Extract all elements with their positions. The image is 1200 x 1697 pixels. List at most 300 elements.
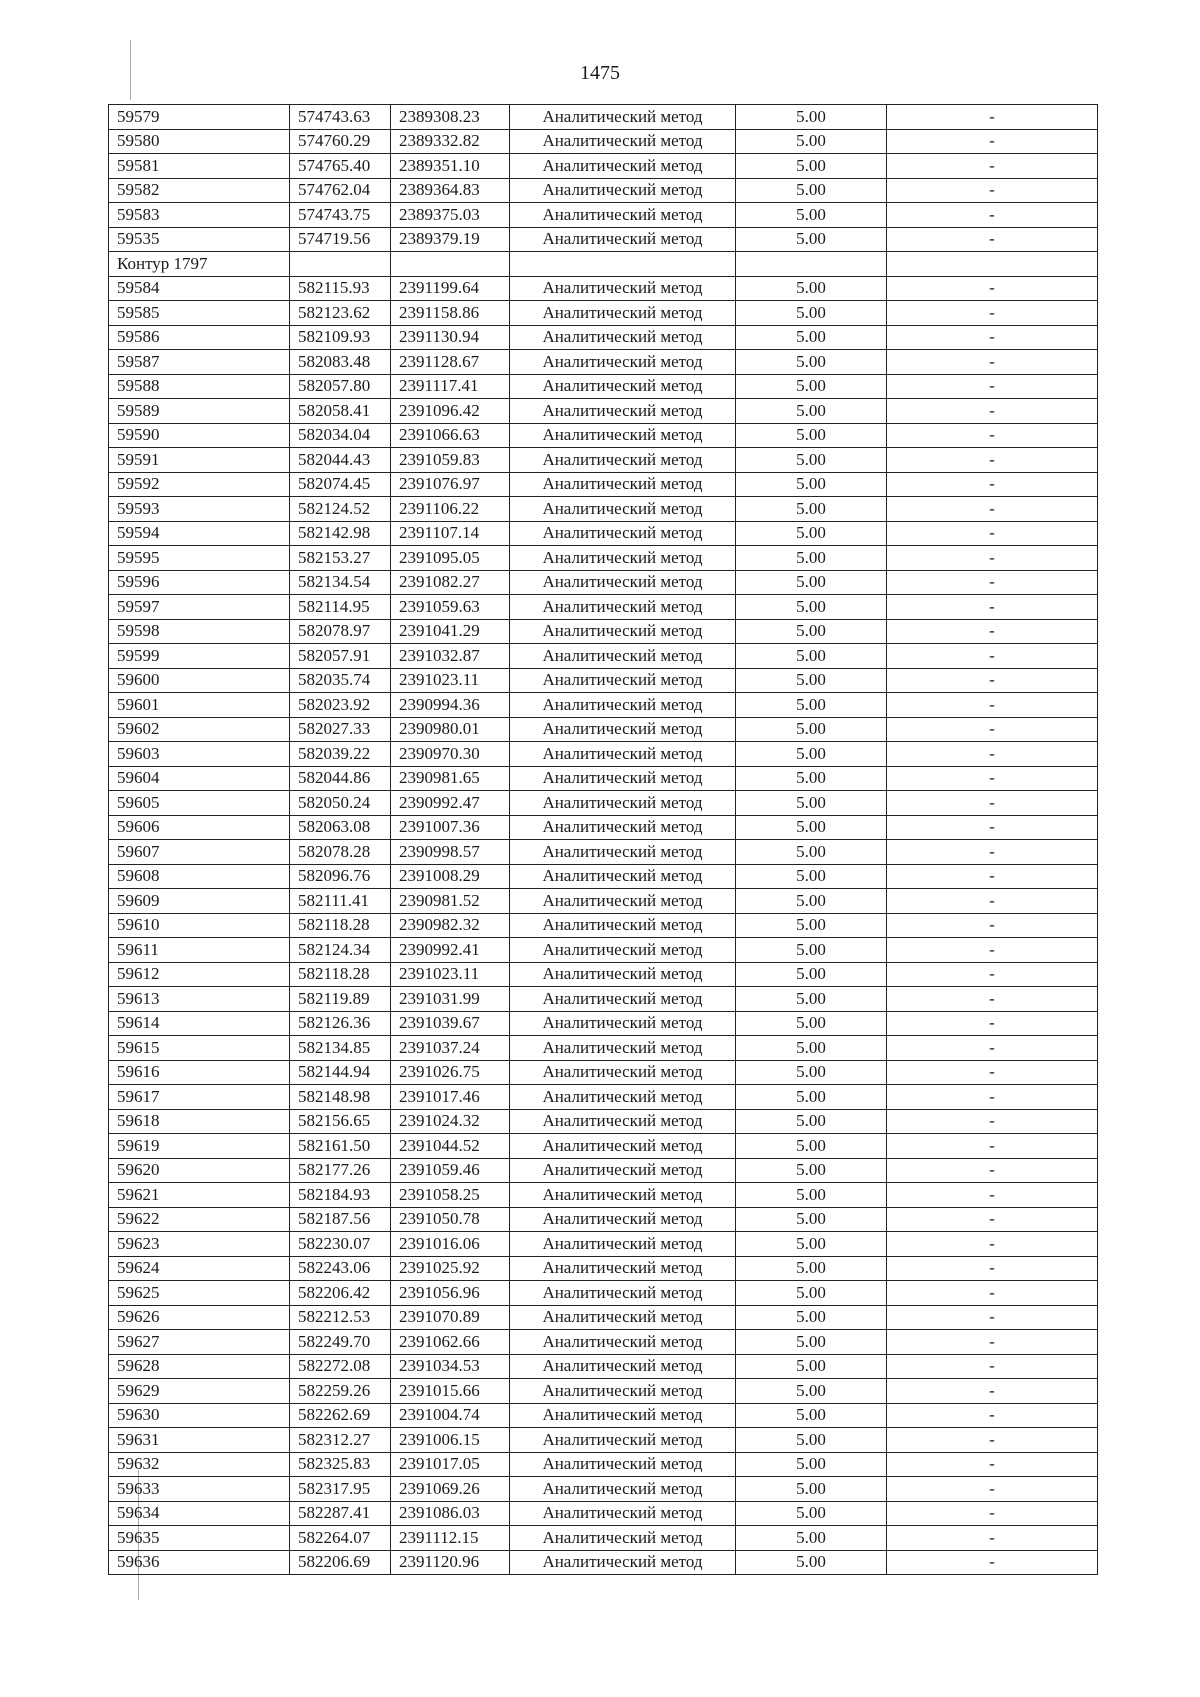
table-row: [109, 448, 1098, 473]
method-cell: Аналитический метод: [510, 1060, 736, 1085]
x-coordinate-cell: 574765.40: [290, 154, 391, 179]
note-cell: -: [887, 154, 1098, 179]
note-cell: -: [887, 129, 1098, 154]
empty-cell: [887, 252, 1098, 277]
y-coordinate-cell: 2391039.67: [391, 1011, 510, 1036]
point-id-cell: 59614: [109, 1011, 290, 1036]
y-coordinate-cell: 2391128.67: [391, 350, 510, 375]
accuracy-cell: 5.00: [736, 1134, 887, 1159]
empty-cell: [290, 252, 391, 277]
y-coordinate-cell: 2391096.42: [391, 399, 510, 424]
empty-cell: [391, 252, 510, 277]
y-coordinate-cell: 2391158.86: [391, 301, 510, 326]
table-row: [109, 374, 1098, 399]
accuracy-cell: 5.00: [736, 1256, 887, 1281]
x-coordinate-cell: 582058.41: [290, 399, 391, 424]
table-row: [109, 595, 1098, 620]
method-cell: Аналитический метод: [510, 668, 736, 693]
note-cell: -: [887, 742, 1098, 767]
y-coordinate-cell: 2391112.15: [391, 1526, 510, 1551]
note-cell: -: [887, 374, 1098, 399]
method-cell: Аналитический метод: [510, 1256, 736, 1281]
note-cell: -: [887, 913, 1098, 938]
x-coordinate-cell: 582109.93: [290, 325, 391, 350]
x-coordinate-cell: 582034.04: [290, 423, 391, 448]
point-id-cell: 59596: [109, 570, 290, 595]
point-id-cell: 59625: [109, 1281, 290, 1306]
table-row: [109, 1085, 1098, 1110]
point-id-cell: 59579: [109, 105, 290, 130]
y-coordinate-cell: 2391037.24: [391, 1036, 510, 1061]
table-row: [109, 154, 1098, 179]
point-id-cell: 59633: [109, 1477, 290, 1502]
note-cell: -: [887, 1085, 1098, 1110]
table-row: [109, 791, 1098, 816]
y-coordinate-cell: 2391130.94: [391, 325, 510, 350]
table-row: [109, 889, 1098, 914]
table-row: [109, 1501, 1098, 1526]
accuracy-cell: 5.00: [736, 1305, 887, 1330]
method-cell: Аналитический метод: [510, 693, 736, 718]
x-coordinate-cell: 582096.76: [290, 864, 391, 889]
x-coordinate-cell: 582078.97: [290, 619, 391, 644]
accuracy-cell: 5.00: [736, 178, 887, 203]
note-cell: -: [887, 1305, 1098, 1330]
y-coordinate-cell: 2391076.97: [391, 472, 510, 497]
table-row: [109, 1354, 1098, 1379]
accuracy-cell: 5.00: [736, 570, 887, 595]
y-coordinate-cell: 2391026.75: [391, 1060, 510, 1085]
note-cell: -: [887, 595, 1098, 620]
note-cell: -: [887, 1550, 1098, 1575]
x-coordinate-cell: 582243.06: [290, 1256, 391, 1281]
point-id-cell: 59597: [109, 595, 290, 620]
accuracy-cell: 5.00: [736, 472, 887, 497]
table-row: [109, 1109, 1098, 1134]
table-row: [109, 766, 1098, 791]
point-id-cell: 59603: [109, 742, 290, 767]
method-cell: Аналитический метод: [510, 987, 736, 1012]
x-coordinate-cell: 582187.56: [290, 1207, 391, 1232]
point-id-cell: 59584: [109, 276, 290, 301]
accuracy-cell: 5.00: [736, 1452, 887, 1477]
accuracy-cell: 5.00: [736, 717, 887, 742]
x-coordinate-cell: 582317.95: [290, 1477, 391, 1502]
x-coordinate-cell: 582161.50: [290, 1134, 391, 1159]
x-coordinate-cell: 582144.94: [290, 1060, 391, 1085]
table-row: [109, 1281, 1098, 1306]
y-coordinate-cell: 2391062.66: [391, 1330, 510, 1355]
x-coordinate-cell: 582123.62: [290, 301, 391, 326]
method-cell: Аналитический метод: [510, 1379, 736, 1404]
note-cell: -: [887, 644, 1098, 669]
x-coordinate-cell: 582259.26: [290, 1379, 391, 1404]
table-row: [109, 399, 1098, 424]
x-coordinate-cell: 582156.65: [290, 1109, 391, 1134]
note-cell: -: [887, 1134, 1098, 1159]
y-coordinate-cell: 2391086.03: [391, 1501, 510, 1526]
note-cell: -: [887, 1477, 1098, 1502]
table-row: [109, 1207, 1098, 1232]
point-id-cell: 59599: [109, 644, 290, 669]
table-row: [109, 693, 1098, 718]
note-cell: -: [887, 1256, 1098, 1281]
method-cell: Аналитический метод: [510, 1036, 736, 1061]
table-row: [109, 1526, 1098, 1551]
y-coordinate-cell: 2391199.64: [391, 276, 510, 301]
method-cell: Аналитический метод: [510, 203, 736, 228]
accuracy-cell: 5.00: [736, 864, 887, 889]
note-cell: -: [887, 1207, 1098, 1232]
x-coordinate-cell: 582212.53: [290, 1305, 391, 1330]
x-coordinate-cell: 582287.41: [290, 1501, 391, 1526]
accuracy-cell: 5.00: [736, 1330, 887, 1355]
page-number: 1475: [580, 62, 620, 84]
note-cell: -: [887, 1158, 1098, 1183]
note-cell: -: [887, 987, 1098, 1012]
point-id-cell: 59594: [109, 521, 290, 546]
accuracy-cell: 5.00: [736, 1232, 887, 1257]
point-id-cell: 59582: [109, 178, 290, 203]
accuracy-cell: 5.00: [736, 546, 887, 571]
accuracy-cell: 5.00: [736, 276, 887, 301]
point-id-cell: 59616: [109, 1060, 290, 1085]
y-coordinate-cell: 2391017.46: [391, 1085, 510, 1110]
y-coordinate-cell: 2391025.92: [391, 1256, 510, 1281]
method-cell: Аналитический метод: [510, 864, 736, 889]
x-coordinate-cell: 582312.27: [290, 1428, 391, 1453]
method-cell: Аналитический метод: [510, 1452, 736, 1477]
note-cell: -: [887, 1501, 1098, 1526]
note-cell: -: [887, 570, 1098, 595]
accuracy-cell: 5.00: [736, 1207, 887, 1232]
table-row: [109, 1183, 1098, 1208]
point-id-cell: 59602: [109, 717, 290, 742]
accuracy-cell: 5.00: [736, 1109, 887, 1134]
accuracy-cell: 5.00: [736, 1158, 887, 1183]
x-coordinate-cell: 582262.69: [290, 1403, 391, 1428]
point-id-cell: 59598: [109, 619, 290, 644]
y-coordinate-cell: 2391058.25: [391, 1183, 510, 1208]
point-id-cell: 59535: [109, 227, 290, 252]
method-cell: Аналитический метод: [510, 1305, 736, 1330]
point-id-cell: 59607: [109, 840, 290, 865]
y-coordinate-cell: 2391024.32: [391, 1109, 510, 1134]
note-cell: -: [887, 938, 1098, 963]
table-row: [109, 619, 1098, 644]
note-cell: -: [887, 1060, 1098, 1085]
note-cell: -: [887, 619, 1098, 644]
y-coordinate-cell: 2391056.96: [391, 1281, 510, 1306]
accuracy-cell: 5.00: [736, 962, 887, 987]
y-coordinate-cell: 2390992.41: [391, 938, 510, 963]
x-coordinate-cell: 574762.04: [290, 178, 391, 203]
point-id-cell: 59617: [109, 1085, 290, 1110]
point-id-cell: 59589: [109, 399, 290, 424]
y-coordinate-cell: 2391004.74: [391, 1403, 510, 1428]
x-coordinate-cell: 582153.27: [290, 546, 391, 571]
note-cell: -: [887, 962, 1098, 987]
table-row: [109, 742, 1098, 767]
x-coordinate-cell: 582114.95: [290, 595, 391, 620]
accuracy-cell: 5.00: [736, 301, 887, 326]
table-row: [109, 1256, 1098, 1281]
y-coordinate-cell: 2391007.36: [391, 815, 510, 840]
table-row: [109, 350, 1098, 375]
y-coordinate-cell: 2391117.41: [391, 374, 510, 399]
table-row: [109, 178, 1098, 203]
method-cell: Аналитический метод: [510, 374, 736, 399]
y-coordinate-cell: 2391059.83: [391, 448, 510, 473]
method-cell: Аналитический метод: [510, 815, 736, 840]
method-cell: Аналитический метод: [510, 889, 736, 914]
table-row: [109, 815, 1098, 840]
table-row: [109, 1011, 1098, 1036]
note-cell: -: [887, 497, 1098, 522]
x-coordinate-cell: 582148.98: [290, 1085, 391, 1110]
method-cell: Аналитический метод: [510, 1354, 736, 1379]
table-row: [109, 570, 1098, 595]
method-cell: Аналитический метод: [510, 717, 736, 742]
method-cell: Аналитический метод: [510, 742, 736, 767]
table-row: [109, 521, 1098, 546]
method-cell: Аналитический метод: [510, 497, 736, 522]
note-cell: -: [887, 889, 1098, 914]
point-id-cell: 59601: [109, 693, 290, 718]
point-id-cell: 59608: [109, 864, 290, 889]
table-row: [109, 129, 1098, 154]
empty-cell: [736, 252, 887, 277]
accuracy-cell: 5.00: [736, 742, 887, 767]
point-id-cell: 59611: [109, 938, 290, 963]
accuracy-cell: 5.00: [736, 1379, 887, 1404]
point-id-cell: 59630: [109, 1403, 290, 1428]
method-cell: Аналитический метод: [510, 129, 736, 154]
note-cell: -: [887, 815, 1098, 840]
note-cell: -: [887, 448, 1098, 473]
y-coordinate-cell: 2391006.15: [391, 1428, 510, 1453]
note-cell: -: [887, 791, 1098, 816]
y-coordinate-cell: 2391023.11: [391, 962, 510, 987]
x-coordinate-cell: 582027.33: [290, 717, 391, 742]
accuracy-cell: 5.00: [736, 129, 887, 154]
method-cell: Аналитический метод: [510, 595, 736, 620]
accuracy-cell: 5.00: [736, 1281, 887, 1306]
note-cell: -: [887, 1036, 1098, 1061]
accuracy-cell: 5.00: [736, 423, 887, 448]
point-id-cell: 59628: [109, 1354, 290, 1379]
accuracy-cell: 5.00: [736, 448, 887, 473]
point-id-cell: 59621: [109, 1183, 290, 1208]
note-cell: -: [887, 1403, 1098, 1428]
method-cell: Аналитический метод: [510, 154, 736, 179]
method-cell: Аналитический метод: [510, 840, 736, 865]
method-cell: Аналитический метод: [510, 1501, 736, 1526]
x-coordinate-cell: 574760.29: [290, 129, 391, 154]
x-coordinate-cell: 582115.93: [290, 276, 391, 301]
table-row: [109, 472, 1098, 497]
note-cell: -: [887, 178, 1098, 203]
accuracy-cell: 5.00: [736, 1428, 887, 1453]
method-cell: Аналитический метод: [510, 448, 736, 473]
point-id-cell: 59629: [109, 1379, 290, 1404]
y-coordinate-cell: 2390981.52: [391, 889, 510, 914]
y-coordinate-cell: 2390992.47: [391, 791, 510, 816]
y-coordinate-cell: 2391069.26: [391, 1477, 510, 1502]
point-id-cell: 59627: [109, 1330, 290, 1355]
point-id-cell: 59595: [109, 546, 290, 571]
accuracy-cell: 5.00: [736, 693, 887, 718]
y-coordinate-cell: 2391034.53: [391, 1354, 510, 1379]
x-coordinate-cell: 582272.08: [290, 1354, 391, 1379]
accuracy-cell: 5.00: [736, 815, 887, 840]
note-cell: -: [887, 423, 1098, 448]
note-cell: -: [887, 1109, 1098, 1134]
point-id-cell: 59606: [109, 815, 290, 840]
x-coordinate-cell: 582111.41: [290, 889, 391, 914]
point-id-cell: 59586: [109, 325, 290, 350]
method-cell: Аналитический метод: [510, 570, 736, 595]
table-row: [109, 913, 1098, 938]
method-cell: Аналитический метод: [510, 1158, 736, 1183]
table-row: [109, 1305, 1098, 1330]
table-row: [109, 1036, 1098, 1061]
table-row: [109, 546, 1098, 571]
point-id-cell: 59615: [109, 1036, 290, 1061]
y-coordinate-cell: 2390982.32: [391, 913, 510, 938]
y-coordinate-cell: 2391095.05: [391, 546, 510, 571]
accuracy-cell: 5.00: [736, 889, 887, 914]
x-coordinate-cell: 574743.75: [290, 203, 391, 228]
method-cell: Аналитический метод: [510, 791, 736, 816]
method-cell: Аналитический метод: [510, 546, 736, 571]
x-coordinate-cell: 574719.56: [290, 227, 391, 252]
accuracy-cell: 5.00: [736, 1036, 887, 1061]
accuracy-cell: 5.00: [736, 1354, 887, 1379]
point-id-cell: 59583: [109, 203, 290, 228]
y-coordinate-cell: 2391059.63: [391, 595, 510, 620]
point-id-cell: 59580: [109, 129, 290, 154]
note-cell: -: [887, 227, 1098, 252]
accuracy-cell: 5.00: [736, 1403, 887, 1428]
accuracy-cell: 5.00: [736, 1501, 887, 1526]
note-cell: -: [887, 1526, 1098, 1551]
y-coordinate-cell: 2390981.65: [391, 766, 510, 791]
accuracy-cell: 5.00: [736, 399, 887, 424]
x-coordinate-cell: 582118.28: [290, 962, 391, 987]
accuracy-cell: 5.00: [736, 913, 887, 938]
point-id-cell: 59605: [109, 791, 290, 816]
table-row: [109, 227, 1098, 252]
accuracy-cell: 5.00: [736, 1550, 887, 1575]
point-id-cell: 59610: [109, 913, 290, 938]
point-id-cell: 59592: [109, 472, 290, 497]
accuracy-cell: 5.00: [736, 1183, 887, 1208]
method-cell: Аналитический метод: [510, 766, 736, 791]
method-cell: Аналитический метод: [510, 1134, 736, 1159]
point-id-cell: 59585: [109, 301, 290, 326]
accuracy-cell: 5.00: [736, 325, 887, 350]
point-id-cell: 59600: [109, 668, 290, 693]
y-coordinate-cell: 2390970.30: [391, 742, 510, 767]
point-id-cell: 59593: [109, 497, 290, 522]
accuracy-cell: 5.00: [736, 521, 887, 546]
note-cell: -: [887, 1232, 1098, 1257]
x-coordinate-cell: 582044.86: [290, 766, 391, 791]
table-row: [109, 1379, 1098, 1404]
note-cell: -: [887, 1452, 1098, 1477]
y-coordinate-cell: 2391070.89: [391, 1305, 510, 1330]
x-coordinate-cell: 582325.83: [290, 1452, 391, 1477]
table-row: [109, 1477, 1098, 1502]
table-row: [109, 962, 1098, 987]
accuracy-cell: 5.00: [736, 497, 887, 522]
y-coordinate-cell: 2391107.14: [391, 521, 510, 546]
note-cell: -: [887, 350, 1098, 375]
y-coordinate-cell: 2391032.87: [391, 644, 510, 669]
x-coordinate-cell: 582057.91: [290, 644, 391, 669]
method-cell: Аналитический метод: [510, 619, 736, 644]
x-coordinate-cell: 582124.52: [290, 497, 391, 522]
y-coordinate-cell: 2390994.36: [391, 693, 510, 718]
y-coordinate-cell: 2391082.27: [391, 570, 510, 595]
y-coordinate-cell: 2391031.99: [391, 987, 510, 1012]
method-cell: Аналитический метод: [510, 423, 736, 448]
accuracy-cell: 5.00: [736, 791, 887, 816]
empty-cell: [510, 252, 736, 277]
point-id-cell: 59609: [109, 889, 290, 914]
point-id-cell: 59588: [109, 374, 290, 399]
y-coordinate-cell: 2391120.96: [391, 1550, 510, 1575]
coordinates-table-body: [109, 105, 1098, 1575]
note-cell: -: [887, 1428, 1098, 1453]
y-coordinate-cell: 2389332.82: [391, 129, 510, 154]
y-coordinate-cell: 2391059.46: [391, 1158, 510, 1183]
point-id-cell: 59632: [109, 1452, 290, 1477]
x-coordinate-cell: 582230.07: [290, 1232, 391, 1257]
note-cell: -: [887, 693, 1098, 718]
method-cell: Аналитический метод: [510, 276, 736, 301]
accuracy-cell: 5.00: [736, 1477, 887, 1502]
note-cell: -: [887, 203, 1098, 228]
method-cell: Аналитический метод: [510, 1477, 736, 1502]
x-coordinate-cell: 582039.22: [290, 742, 391, 767]
table-row: [109, 1330, 1098, 1355]
note-cell: -: [887, 668, 1098, 693]
accuracy-cell: 5.00: [736, 938, 887, 963]
x-coordinate-cell: 582057.80: [290, 374, 391, 399]
method-cell: Аналитический метод: [510, 913, 736, 938]
accuracy-cell: 5.00: [736, 105, 887, 130]
point-id-cell: 59620: [109, 1158, 290, 1183]
y-coordinate-cell: 2391017.05: [391, 1452, 510, 1477]
table-row: [109, 1232, 1098, 1257]
note-cell: -: [887, 1330, 1098, 1355]
accuracy-cell: 5.00: [736, 840, 887, 865]
point-id-cell: 59636: [109, 1550, 290, 1575]
accuracy-cell: 5.00: [736, 766, 887, 791]
accuracy-cell: 5.00: [736, 619, 887, 644]
method-cell: Аналитический метод: [510, 1109, 736, 1134]
accuracy-cell: 5.00: [736, 644, 887, 669]
point-id-cell: 59613: [109, 987, 290, 1012]
point-id-cell: 59604: [109, 766, 290, 791]
accuracy-cell: 5.00: [736, 1060, 887, 1085]
method-cell: Аналитический метод: [510, 1207, 736, 1232]
x-coordinate-cell: 582249.70: [290, 1330, 391, 1355]
table-row: [109, 1134, 1098, 1159]
note-cell: -: [887, 1354, 1098, 1379]
